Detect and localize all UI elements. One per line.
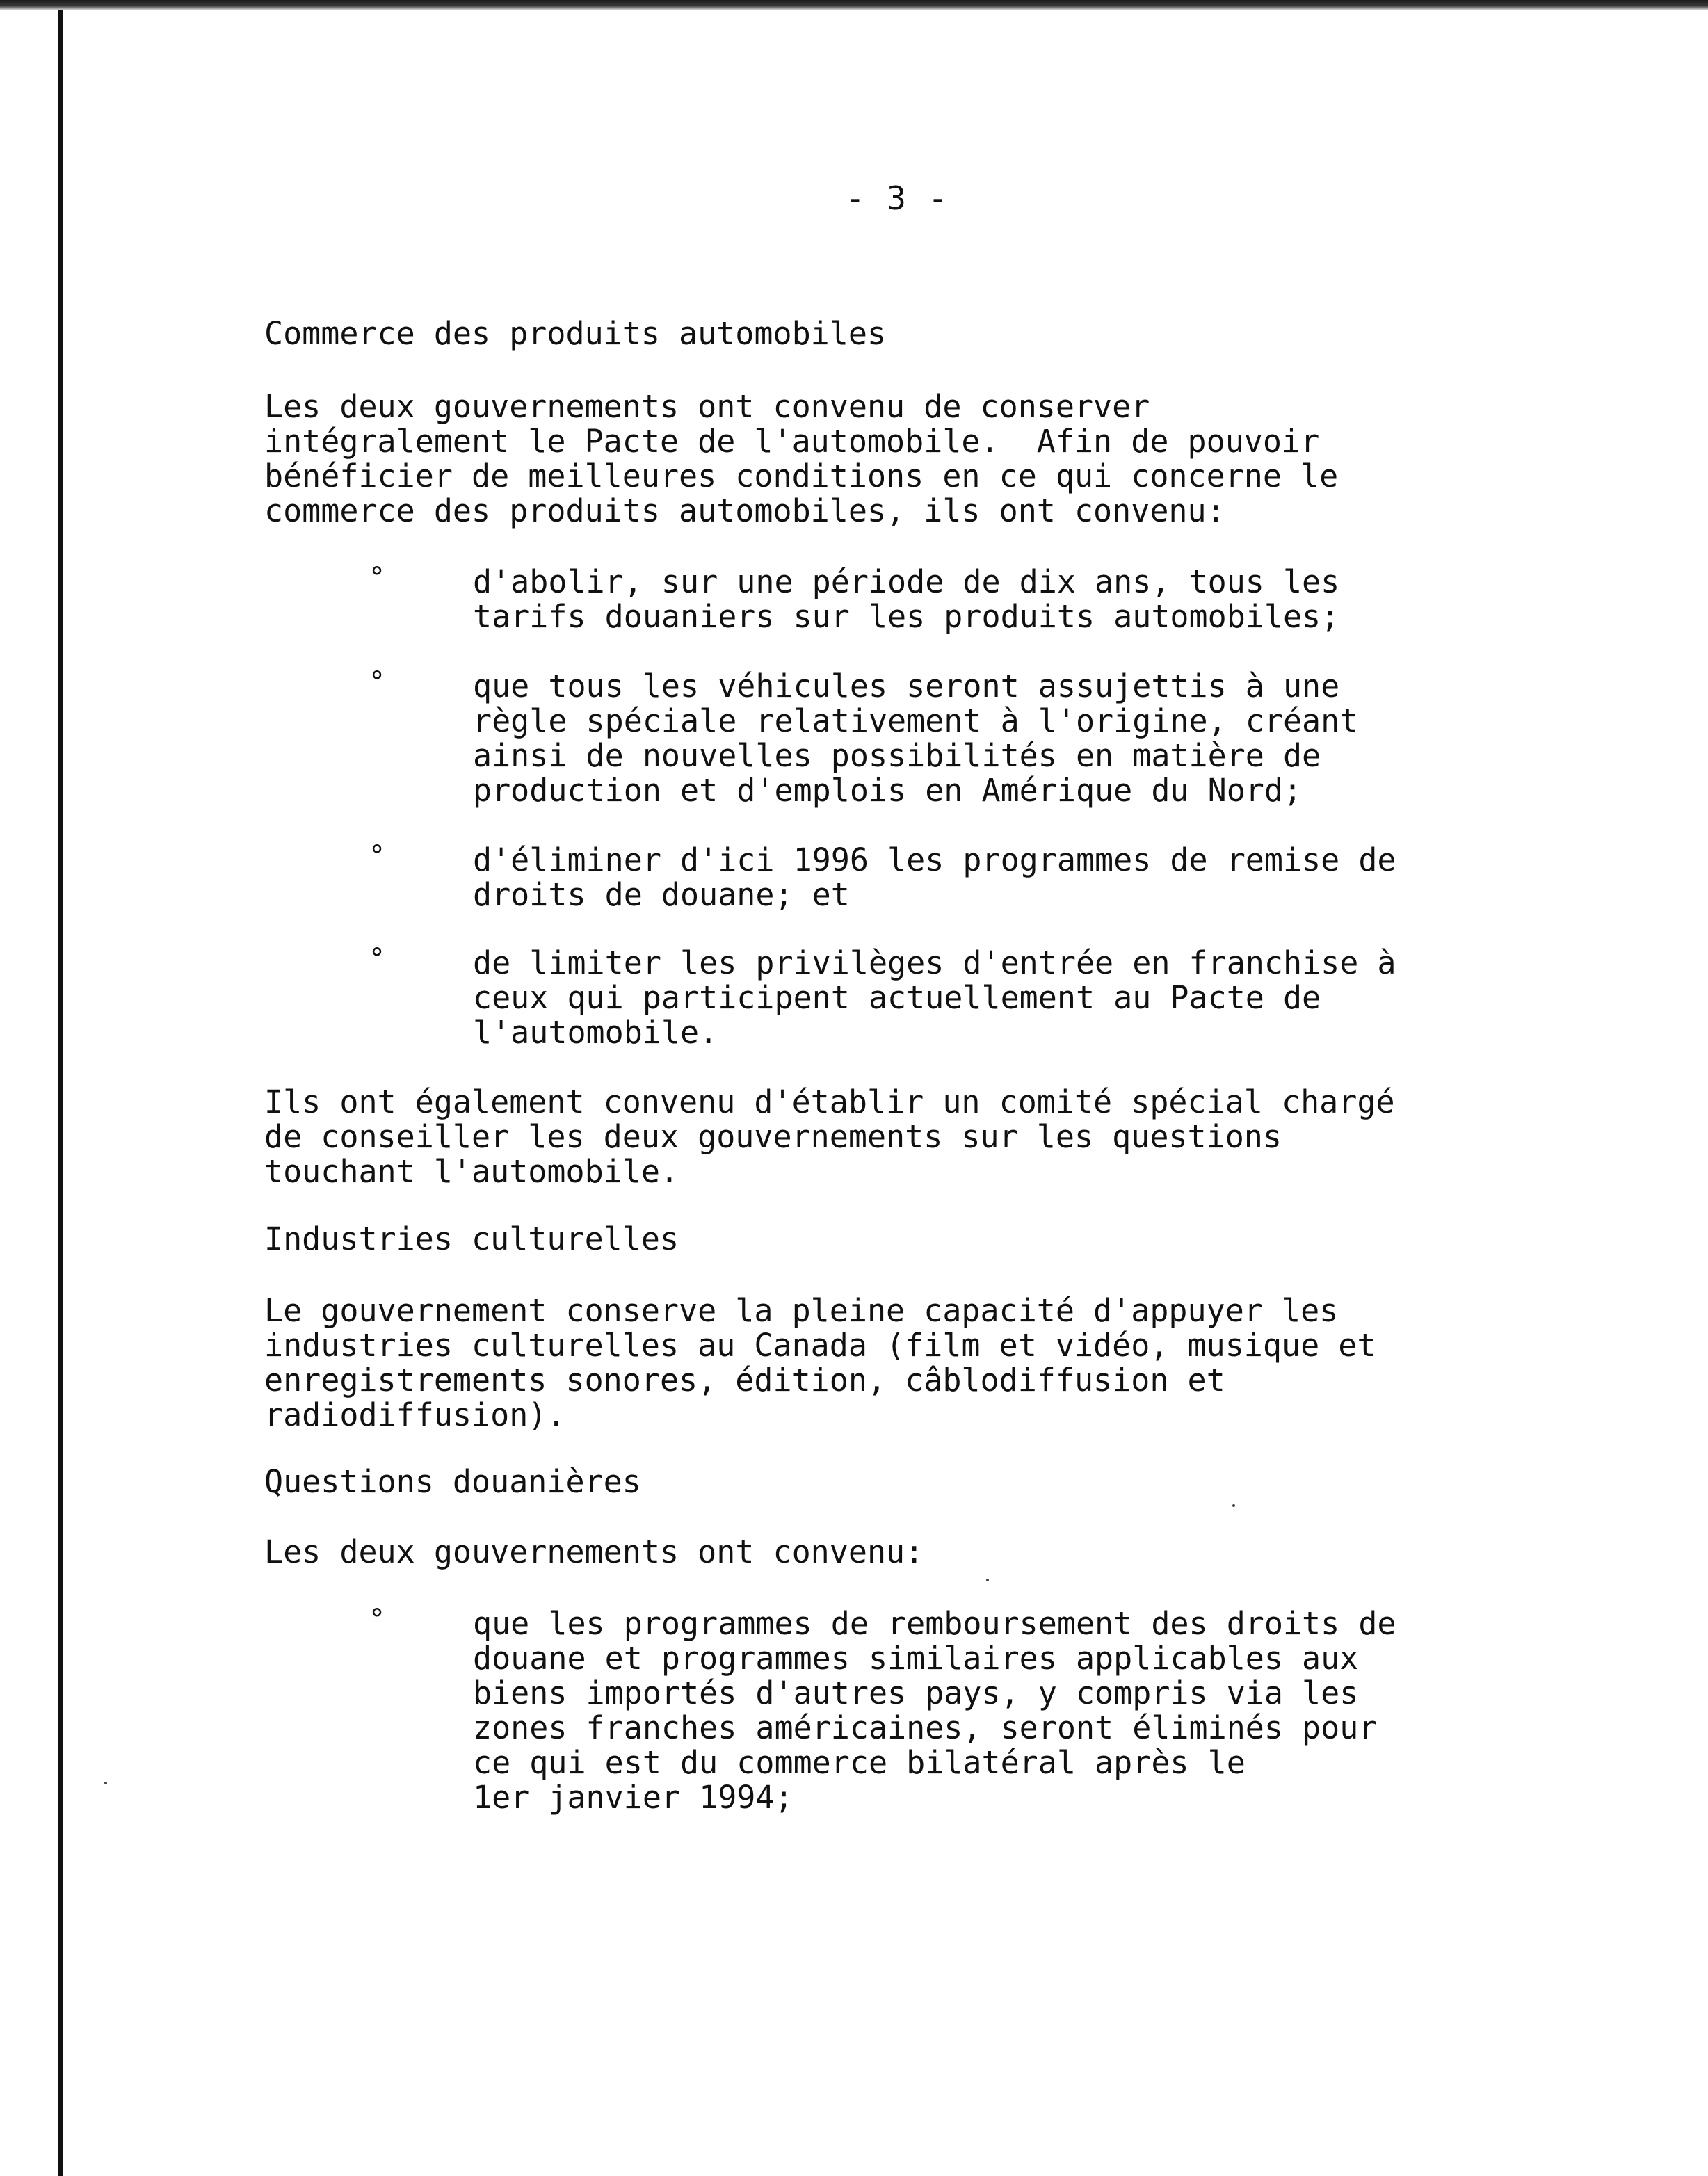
bullet-marker: ° <box>369 1604 386 1636</box>
paragraph-culture: Le gouvernement conserve la pleine capacité d'appuyer les industries culturelles au Canada (film et vidéo, musique et enregistrements sonores, édition, câblodiffusion et radiodiffusion). <box>264 1292 1376 1433</box>
bullet-text: d'éliminer d'ici 1996 les programmes de remise de droits de douane; et <box>473 841 1396 913</box>
section-heading-culture: Industries culturelles <box>264 1220 679 1257</box>
section-heading-customs: Questions douanières <box>264 1463 641 1500</box>
scan-speck <box>986 1579 989 1581</box>
paragraph-customs-intro: Les deux gouvernements ont convenu: <box>264 1533 924 1570</box>
bullet-text: que tous les véhicules seront assujettis à une règle spéciale relativement à l'origine, créant ainsi de nouvelles possibilités en matière de production et d'emplois en Amérique du Nord; <box>473 668 1359 809</box>
page-number: - 3 - <box>845 179 949 217</box>
paragraph-automobile-closing: Ils ont également convenu d'établir un comité spécial chargé de conseiller les deux gouvernements sur les questions touchant l'automobile. <box>264 1083 1395 1190</box>
scan-left-edge <box>58 10 63 2176</box>
section-heading-automobile: Commerce des produits automobiles <box>264 315 887 352</box>
bullet-marker: ° <box>369 666 386 698</box>
bullet-marker: ° <box>369 943 386 975</box>
paragraph-automobile-intro: Les deux gouvernements ont convenu de conserver intégralement le Pacte de l'automobile. Afin de pouvoir bénéficier de meilleures conditions en ce qui concerne le commerce des produits automobiles, ils ont convenu: <box>264 388 1339 529</box>
scan-speck <box>104 1782 107 1784</box>
bullet-text: d'abolir, sur une période de dix ans, tous les tarifs douaniers sur les produits automobiles; <box>473 563 1340 635</box>
scan-speck <box>1232 1504 1235 1507</box>
scan-top-edge <box>0 0 1708 10</box>
bullet-text: de limiter les privilèges d'entrée en franchise à ceux qui participent actuellement au Pacte de l'automobile. <box>473 944 1396 1051</box>
bullet-marker: ° <box>369 562 386 594</box>
bullet-text: que les programmes de remboursement des droits de douane et programmes similaires applicables aux biens importés d'autres pays, y compris via les zones franches américaines, seront éliminés pour ce qui est du commerce bilatéral après le 1er janvier 1994; <box>473 1605 1396 1816</box>
bullet-marker: ° <box>369 840 386 872</box>
